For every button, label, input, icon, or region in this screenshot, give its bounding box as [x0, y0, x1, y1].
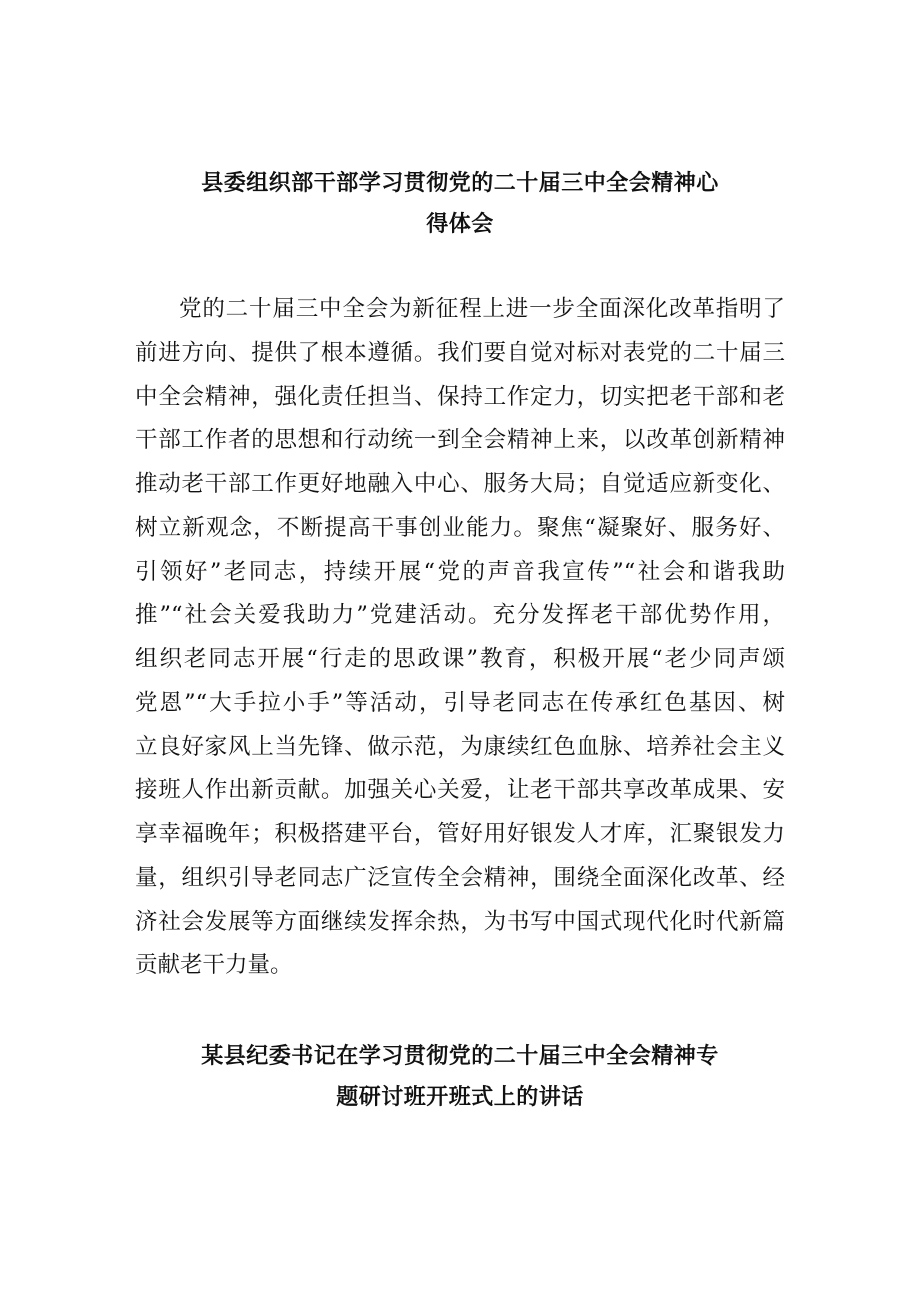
body-line: 干部工作者的思想和行动统一到全会精神上来，以改革创新精神	[135, 427, 785, 454]
body-line: 党恩”“大手拉小手”等活动，引导老同志在传承红色基因、树	[135, 689, 785, 716]
article2-title-line-1: 某县纪委书记在学习贯彻党的二十届三中全会精神专	[201, 1043, 719, 1069]
body-line: 树立新观念，不断提高干事创业能力。聚焦“凝聚好、服务好、	[135, 514, 785, 541]
article1-title-line-1: 县委组织部干部学习贯彻党的二十届三中全会精神心	[201, 170, 719, 196]
body-line: 济社会发展等方面继续发挥余热，为书写中国式现代化时代新篇	[135, 908, 785, 935]
body-line: 前进方向、提供了根本遵循。我们要自觉对标对表党的二十届三	[135, 339, 785, 366]
article1-title-line-2: 得体会	[426, 211, 494, 237]
body-line: 贡献老干力量。	[135, 952, 293, 979]
body-line: 组织老同志开展“行走的思政课”教育，积极开展“老少同声颂	[135, 646, 785, 672]
article1-title	[0, 172, 920, 235]
body-line: 推动老干部工作更好地融入中心、服务大局；自觉适应新变化、	[135, 471, 785, 497]
article2-title	[0, 1045, 920, 1108]
body-line: 量，组织引导老同志广泛宣传全会精神，围绕全面深化改革、经	[135, 864, 785, 891]
body-line: 接班人作出新贡献。加强关心关爱，让老干部共享改革成果、安	[135, 777, 785, 804]
body-line: 党的二十届三中全会为新征程上进一步全面深化改革指明了	[179, 296, 785, 322]
article1-body	[135, 298, 785, 998]
body-line: 立良好家风上当先锋、做示范，为康续红色血脉、培养社会主义	[135, 733, 785, 760]
body-line: 中全会精神，强化责任担当、保持工作定力，切实把老干部和老	[135, 383, 785, 410]
body-line: 享幸福晚年；积极搭建平台，管好用好银发人才库，汇聚银发力	[135, 821, 785, 847]
body-line: 引领好”老同志，持续开展“党的声音我宣传”“社会和谐我助	[135, 558, 785, 585]
article2-title-line-2: 题研讨班开班式上的讲话	[336, 1084, 584, 1110]
body-line: 推”“社会关爱我助力”党建活动。充分发挥老干部优势作用，	[135, 602, 785, 629]
